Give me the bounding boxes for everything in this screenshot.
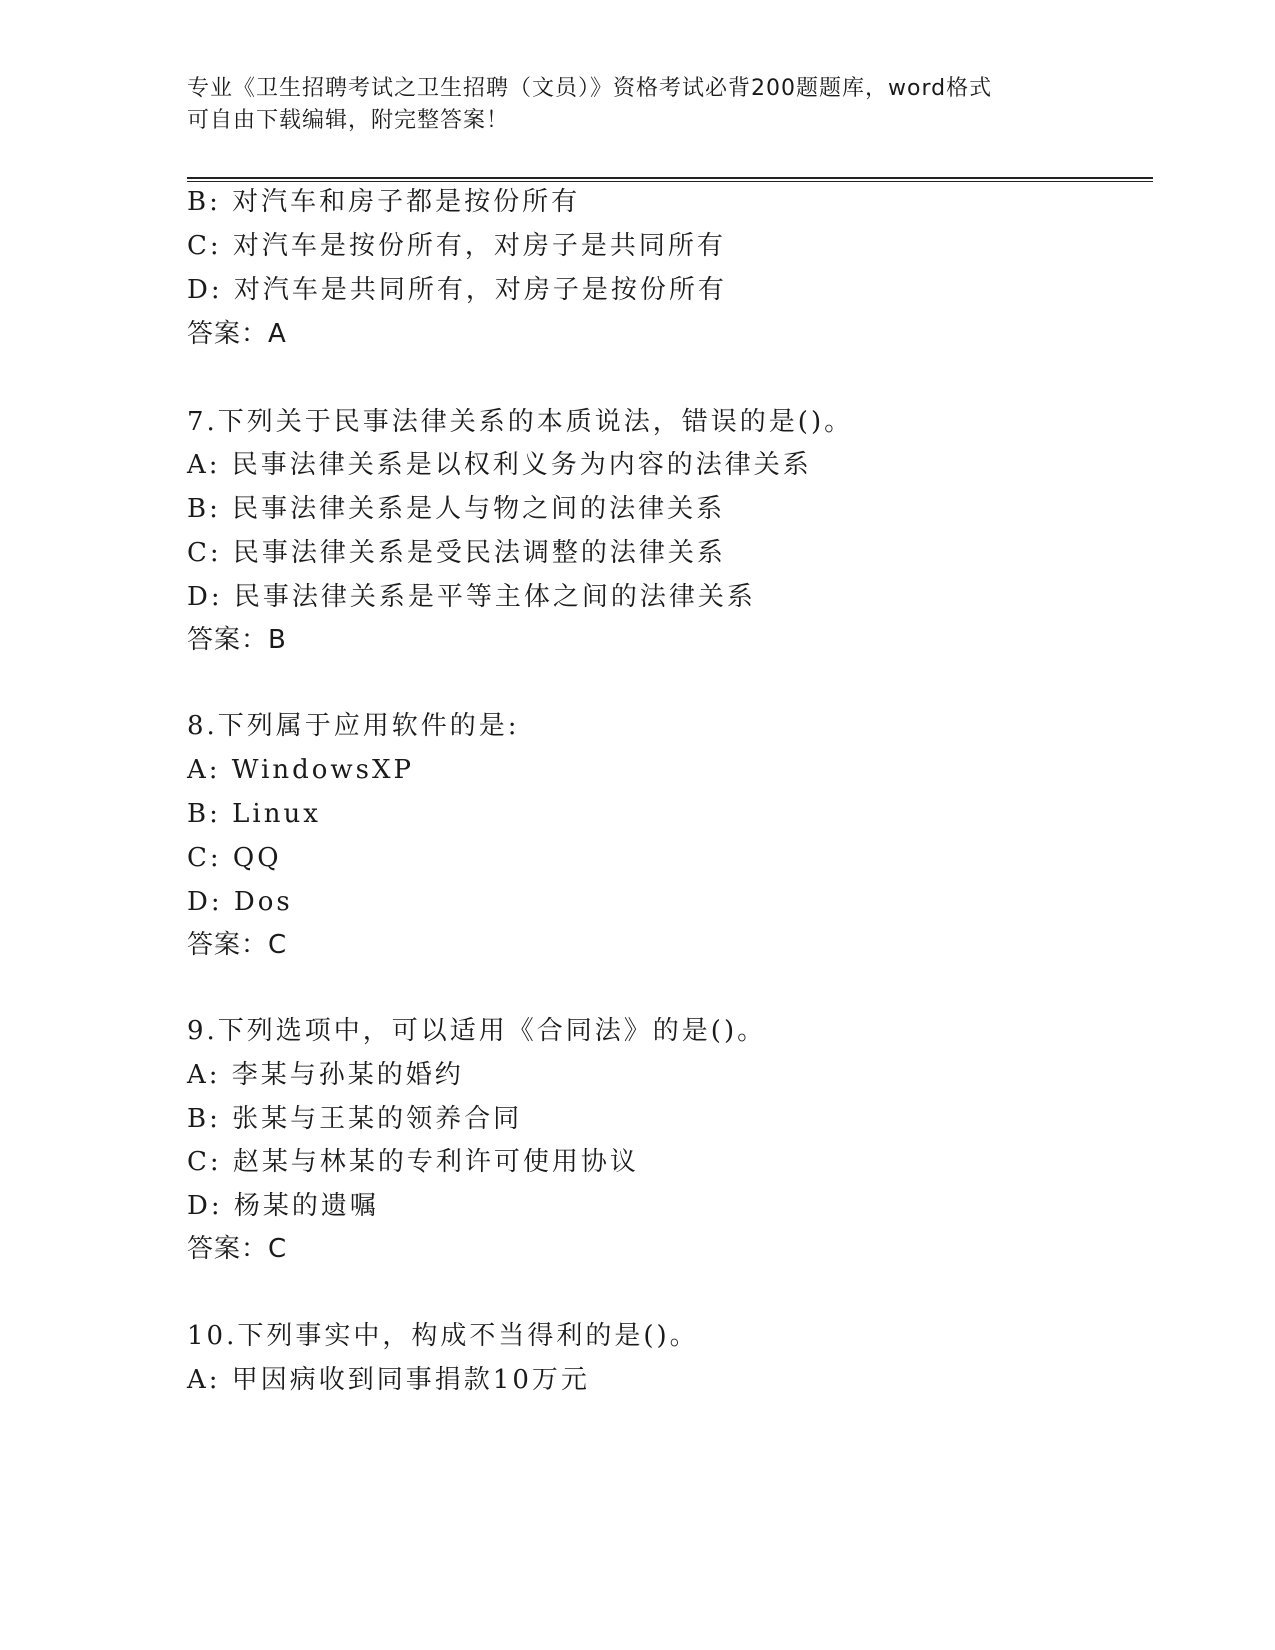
q8-option-c: C: QQ xyxy=(187,843,282,873)
q9-option-c: C: 赵某与林某的专利许可使用协议 xyxy=(187,1147,639,1177)
q7-answer: 答案：B xyxy=(187,625,287,655)
q8-answer: 答案：C xyxy=(187,930,288,960)
q10-question: 10.下列事实中，构成不当得利的是()。 xyxy=(187,1321,699,1351)
q9-option-d: D: 杨某的遗嘱 xyxy=(187,1191,379,1221)
q8-question: 8.下列属于应用软件的是: xyxy=(187,711,520,741)
q6-option-c: C: 对汽车是按份所有，对房子是共同所有 xyxy=(187,231,726,261)
q7-option-a: A: 民事法律关系是以权利义务为内容的法律关系 xyxy=(187,450,812,480)
q10-option-a: A: 甲因病收到同事捐款10万元 xyxy=(187,1365,590,1395)
q7-question: 7.下列关于民事法律关系的本质说法，错误的是()。 xyxy=(187,407,854,437)
header-divider xyxy=(187,177,1153,182)
q6-answer: 答案：A xyxy=(187,319,287,349)
q7-option-b: B: 民事法律关系是人与物之间的法律关系 xyxy=(187,494,726,524)
q7-option-c: C: 民事法律关系是受民法调整的法律关系 xyxy=(187,538,726,568)
q7-option-d: D: 民事法律关系是平等主体之间的法律关系 xyxy=(187,582,756,612)
header-line-2: 可自由下载编辑，附完整答案！ xyxy=(187,108,510,133)
q9-option-a: A: 李某与孙某的婚约 xyxy=(187,1060,464,1090)
q9-question: 9.下列选项中，可以适用《合同法》的是()。 xyxy=(187,1016,767,1046)
q8-option-d: D: Dos xyxy=(187,887,293,917)
q6-option-d: D: 对汽车是共同所有，对房子是按份所有 xyxy=(187,275,727,305)
q6-option-b: B: 对汽车和房子都是按份所有 xyxy=(187,187,581,217)
q8-option-a: A: WindowsXP xyxy=(187,755,415,785)
q8-option-b: B: Linux xyxy=(187,799,321,829)
header-line-1: 专业《卫生招聘考试之卫生招聘（文员）》资格考试必背200题题库，word格式 xyxy=(187,76,993,101)
q9-option-b: B: 张某与王某的领养合同 xyxy=(187,1104,523,1134)
q9-answer: 答案：C xyxy=(187,1234,288,1264)
document-header xyxy=(187,73,1087,137)
